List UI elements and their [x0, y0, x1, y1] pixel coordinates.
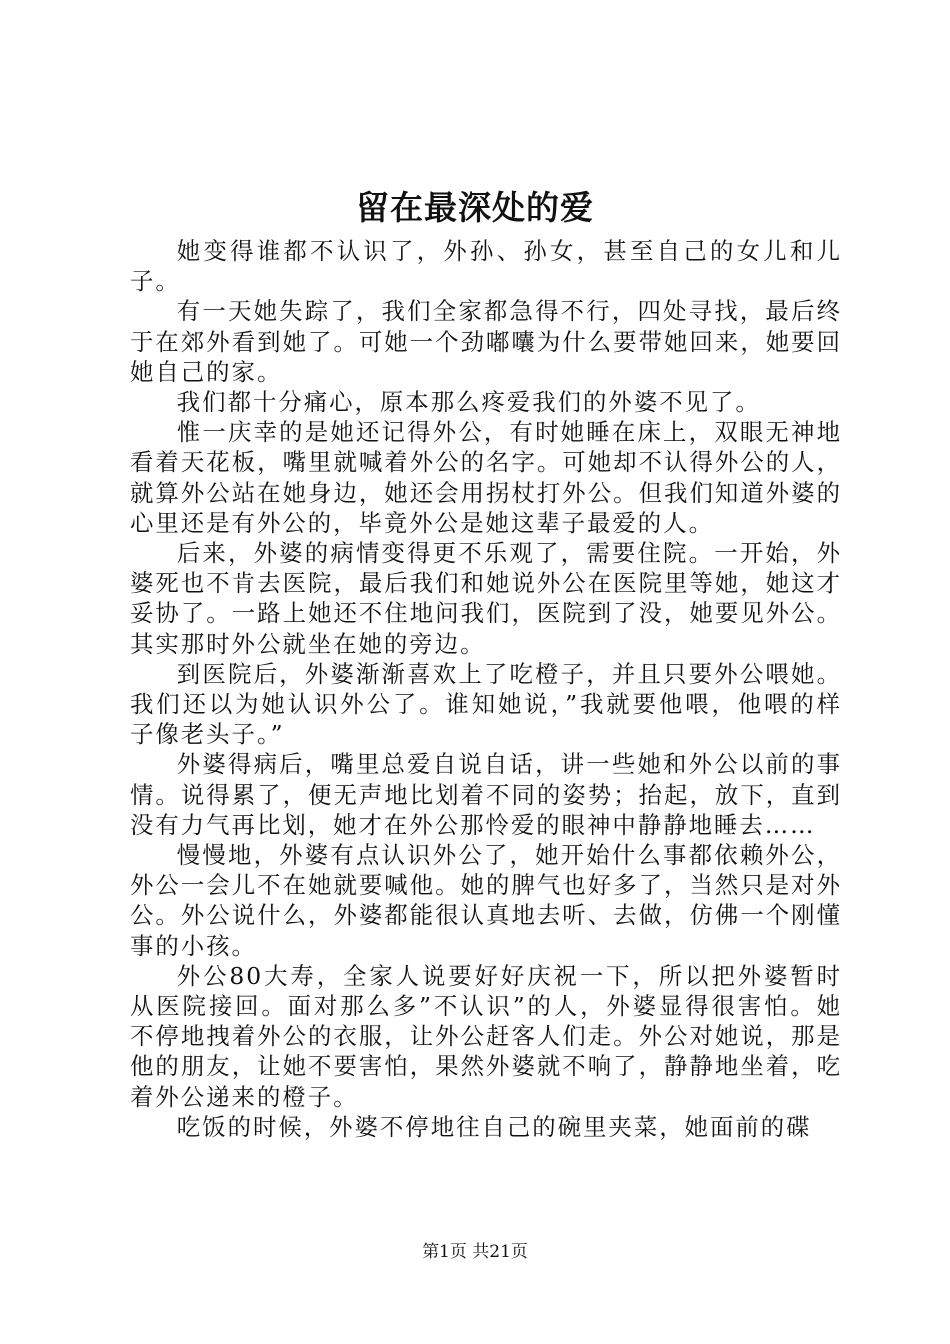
paragraph: 后来，外婆的病情变得更不乐观了，需要住院。一开始，外婆死也不肯去医院，最后我们和她说外公在医院里等她，她这才妥协了。一路上她还不住地问我们，医院到了没，她要见外公。其实那时外公就坐在她的旁边。	[130, 539, 842, 658]
paragraph: 外公80大寿，全家人说要好好庆祝一下，所以把外婆暂时从医院接回。面对那么多”不认识”的人，外婆显得很害怕。她不停地拽着外公的衣服，让外公赶客人们走。外公对她说，那是他的朋友，让她不要害怕，果然外婆就不响了，静静地坐着，吃着外公递来的橙子。	[130, 961, 842, 1111]
paragraph: 吃饭的时候，外婆不停地往自己的碗里夹菜，她面前的碟	[176, 1112, 812, 1141]
paragraph: 有一天她失踪了，我们全家都急得不行，四处寻找，最后终于在郊外看到她了。可她一个劲嘟囔为什么要带她回来，她要回她自己的家。	[130, 297, 842, 386]
paragraph: 外婆得病后，嘴里总爱自说自话，讲一些她和外公以前的事情。说得累了，便无声地比划着不同的姿势；抬起，放下，直到没有力气再比划，她才在外公那怜爱的眼神中静静地睡去……	[130, 750, 842, 839]
paragraph: 慢慢地，外婆有点认识外公了，她开始什么事都依赖外公，外公一会儿不在她就要喊他。她的脾气也好多了，当然只是对外公。外公说什么，外婆都能很认真地去听、去做，仿佛一个刚懂事的小孩。	[130, 841, 842, 960]
paragraph: 她变得谁都不认识了，外孙、孙女，甚至自己的女儿和儿子。	[130, 237, 842, 296]
page-footer: 第1页 共21页	[422, 1242, 528, 1262]
paragraph: 我们都十分痛心，原本那么疼爱我们的外婆不见了。	[176, 388, 761, 417]
paragraph: 惟一庆幸的是她还记得外公，有时她睡在床上，双眼无神地看着天花板，嘴里就喊着外公的名字。可她却不认得外公的人，就算外公站在她身边，她还会用拐杖打外公。但我们知道外婆的心里还是有外公的，毕竟外公是她这辈子最爱的人。	[130, 418, 842, 537]
paragraph: 到医院后，外婆渐渐喜欢上了吃橙子，并且只要外公喂她。我们还以为她认识外公了。谁知她说，”我就要他喂，他喂的样子像老头子。”	[130, 659, 842, 749]
document-body	[130, 236, 842, 1142]
document-title: 留在最深处的爱	[356, 188, 594, 227]
